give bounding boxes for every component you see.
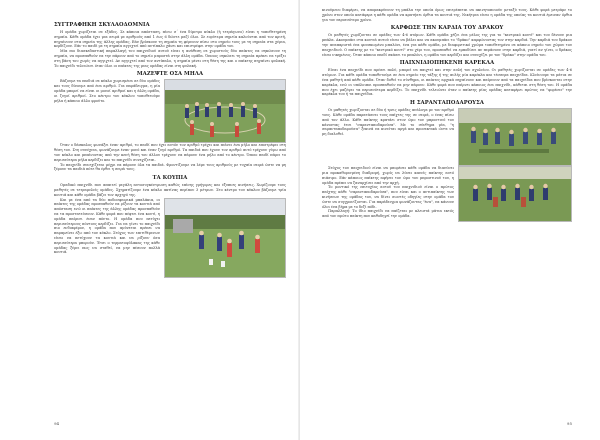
- paragraph: Βάζουμε τα παιδιά σε κύκλο χωρισμένα σε δύο ομάδες και τους δίνουμε από ένα αριθμό. Για παράδειγμα, η μία ομάδα μπορεί να είναι οι μονοί αριθμοί και η άλλη ομάδα, οι ζυγοί αριθμοί. Στο κέντρο του κύκλου τοποθετούμε μήλα ή κάποιο άλλο φρούτο.: [54, 79, 160, 103]
- photo-centipede-game: [458, 108, 572, 166]
- boxes-row: [54, 198, 286, 278]
- photo-children-circle: [164, 79, 286, 143]
- centipede-row: [322, 108, 572, 166]
- section-title-dogs: ΣΥΓΤΡΑΦΗΚΗ ΣΚΥΛΑΟΔΟΜΝΙΑ: [54, 22, 150, 28]
- paragraph: Μία πιο διασκεδαστική παραλλαγή του παιχνιδιού αυτού είναι η ανάθεση σε χωριστούς δύο παίκτες να σηκώσουν τη σημαία, να προσπαθούν να την πάρουν από το σημείο μπροστά στην άλλη ομάδα. Όποιος σηκώσει τη σημαία πρέπει να τρέξει στη βάση του χωρίς να αγγιχτεί. Αν αγγιχτεί από τον αντίπαλο, η σημαία μένει στη θέση της και ο παίκτης πηγαίνει φυλακή. Το παιχνίδι τελειώνει όταν όλοι οι παίκτες της μιας ομάδας είναι στη φυλακή.: [54, 49, 286, 68]
- section-title-apples: ΜΑΖΕΨΤΕ ΟΣΑ ΜΗΛΑ: [136, 71, 204, 78]
- centipede-text-left: [322, 108, 454, 137]
- paragraph: Στόχος του παιχνιδιού είναι να μπορέσει κάθε ομάδα να διανύσει μια προκαθορισμένη διαδρομή, χωρίς να λύσει κανείς παίκτης αυτό πιάσιμο. Εάν κάποιος παίκτης αφήσει τον ώμο του μπροστινού του, η ομάδα πρέπει να ξαναρχίσει από την αρχή.: [322, 166, 454, 185]
- paragraph: Το μοντικό της επιτυχίας αυτού του παιχνιδιού είναι ο πρώτος παίχτης κάθε "σαρανταποδαρούσα", που είναι και ο αντιπαίκτης των κινήσεων της ομάδας του, να δίνει σωστές οδηγίες στην ομάδα του ώστε να συγχρονίζονται. Για παράδειγμα φωνάζοντας "ένα", να κάνουν όλοι ένα βήμα με το δεξί πόδι.: [322, 185, 454, 209]
- section-title-dragon: ΚΑΡΦΩΣΕ ΤΗΝ ΚΑΡΔΙΑ ΤΟΥ ΔΡΑΚΟΥ: [390, 25, 504, 32]
- page-number-left: 94: [54, 421, 60, 426]
- photo-field-image: [165, 199, 285, 277]
- boxes-text: [54, 198, 160, 256]
- section-title-boxes: ΤΑ ΚΟΥΠΙΑ: [152, 175, 188, 182]
- photo-children-field: [164, 198, 286, 278]
- paragraph: κινούμενο διαφέρει, να απομακρύνουν τη μπάλα την οποία όμως επιτρέπεται να ακινητοποιούν μεταξύ τους. Κάθε φορά μετράμε το χρόνο στον οποίο κατάφερε η κάθε ομάδα να κρατήσει όρθια τα κουτιά της. Νικήτρια είναι η ομάδα της οποίας τα κουτιά έμειναν όρθια για τον περισσότερο χρόνο.: [322, 8, 572, 22]
- photo-centipede-group: [458, 166, 572, 222]
- paragraph: Η ομάδα χωρίζεται σε εξάδες. Σε κάποια απόσταση, πίσω σ΄ ένα δίμετρο κύκλο (ή τετράγωνο) είναι η τοποθετημένη σημαία. Κάθε ομάδα έχει μια σειρά με αριθμούς από 1 έως 6 δώστε μαζί όλοι. Σε ευρύτερα σημεία καλούνται από τον κριτή, πηγαίνουν στα σημεία της άλλης ομάδας. Εάν βρίσκουν τη σημαία τη φέρνουν πίσω στο σημείο τους με τη σημαία στα χέρια, κερδίζουν. Εάν το παιδί με τη σημαία αγγιχτεί από αντίπαλο χάνει και επιστρέφει στην ομάδα του.: [54, 30, 286, 49]
- apples-text: [54, 79, 160, 103]
- paragraph: Και με ένα από τα δύο ποδοσφαιρικά μπαλάκια, οι παίκτες της ομάδας προσπαθούν να ρίξουν τα κουτιά από απόσταση ενώ οι παίκτες της άλλης ομάδας προσπαθούν να τα προστατεύσουν. Κάθε φορά που πέφτει ένα κουτί, η ομάδα παίρνει έναν πόντο. Η ομάδα που πετύχει περισσότερους πόντους κερδίζει. Για να γίνει το παιχνίδι πιο ενδιαφέρον, η ομάδα που αμύνεται πρέπει να παραμείνει έξω από τον κύκλο. Στόχος των επιτιθέμενων είναι να πετύχουν τα κουτιά και να ρίξουν όσα περισσότερα μπορούν. Έτσι ο τερματοφύλακας της κάθε ομάδας ξέρει πως να σταθεί, να μην πέσουν πολλά κουτιά.: [54, 197, 160, 255]
- photo-circle-image: [165, 80, 285, 142]
- page-number-right: 95: [566, 421, 572, 426]
- paragraph: Οι μαθητές χωρίζονται σε ομάδες των 4-6 ατόμων. Κάθε ομάδα χέζει ένα μέλος της για το "κεντρικό κουτί" και του δένουν μια μπάλα. Ακουμπάει στα κουτιά αυτού είναι να βάλει και να ακουμπάει το "δράκο" καρφώνοντας τον στην καρδιά. Την καρδιά του δράκου την αναπαριστά ένα φουσκωμένο μπαλόνι, ένα για κάθε ομάδα, με διαφορετικό χρώμα τοποθετημένο σε κάποιο σημείο του χώρου του παιχνιδιού. Ο παίκτης με το "κεντρικό κουτί" στο χέρι του, προσπαθεί να εμποδίσει αν περάσουν στην καρδιά, γιατί αν γίνει, ο δράκος είναι νικημένος. Όταν κάποιο παιδί σκάσει το μπαλόνι, η ομάδα του κερδίζει και συνεχίζει με τον "δράκο" στην ομάδα του.: [322, 33, 572, 57]
- paragraph: Ομαδικό παιχνίδι που απαιτεί μεγάλη αυτοσυγκέντρωση καθώς επίσης γρήγορες και έξυπνες κινήσεις. Χωρίζουμε τους μαθητές σε τετραμελείς ομάδες. Σχηματίζουμε ένα κύκλο ακτίνας περίπου 3 μέτρων. Στο κέντρο του κύκλου βάζουμε τρία κουτιά και κάθε ομάδα βάζει τον αρχηγό της.: [54, 183, 286, 197]
- paragraph: Οι μαθητές χωρίζονται σε δύο ή τρεις ομάδες ανάλογα με τον αριθμό τους. Κάθε ομάδα παρατάσσει τους παίχτες της σε σειρά, ο ένας πίσω από τον άλλο. Κάθε παίκτης κρατάει στον ώμο τον μπροστινό του κάνοντας έτσι "σαρανταποδαρούσα". Με το σύνθημα μία, "η σαρανταποδαρούσα" ξεκινά να κινείται αργά και προσεκτικά ώστε να μη διαλυθεί.: [322, 108, 454, 137]
- photo-centipede-image: [459, 109, 571, 165]
- photo-group-image: [459, 167, 571, 221]
- paragraph: Παραλλαγή: Το ίδιο παιχνίδι να παίζεται με κλειστά μάτια εκτός από τον πρώτο παίκτη που καθοδηγεί την ομάδα.: [322, 209, 454, 219]
- section-title-centipede: Η ΣΑΡΑΝΤΑΠΟΔΑΡΟΥΣΑ: [409, 100, 485, 107]
- paragraph: Είναι ένα παιχνίδι που αρέσει πολύ, μπορεί να παιχτεί και στην αυλή του σχολείου. Οι μαθητές χωρίζονται σε ομάδες των 4-6 ατόμων. Για κάθε ομάδα τοποθετούμε σε ένα σημείο της τάξης ή της αυλής μία καρέκλα και τέσσερα παιχνίδια. Κλείνουμε τα μάτια σε ένα μαθητή από κάθε ομάδα. Όταν δοθεί το σύνθημα, οι παίκτες αρχικά πηγαίνουν και παίρνουν από τα παιχνίδια που βρίσκονται στην καρέκλα, ενώ οι υπόλοιποι προσπαθούν να μην πάρουν. Κάθε φορά που παίρνει κάποιος ένα παιχνίδι, κάθεται στη θέση του. Η ομάδα που έχει μαζέψει τα περισσότερα κερδίζει. Το παιχνίδι τελειώνει όταν ο παίκτης μίας ομάδας καταφέρει πρώτος να "φορέσει" την καρέκλα του ή τα παιχνίδια.: [322, 68, 572, 97]
- centipede-text: [322, 166, 454, 219]
- paragraph: Όταν ο δάσκαλος φωνάξει έναν αριθμό, το παιδί που έχει αυτόν τον αριθμό τρέχει και πιάνει ένα μήλο και επιστρέφει στη θέση του. Στη συνέχεια, φωνάζουμε έναν μονό και έναν ζυγό αριθμό. Τα παιδιά που έχουν τον αριθμό αυτό τρέχουν γύρω από τον κύκλο και μπαίνοντας από την κενή θέση του άλλου τρέχουν να πάρουν ένα μήλο από το κέντρο. Όποιο παιδί πάρει το περισσότερα μήλα κερδίζει και το παιχνίδι συνεχίζεται.: [54, 143, 286, 162]
- right-page: [300, 0, 600, 440]
- section-title-chair: ΠΑΙΧΝΙΔΙΟΠΗΚΕΝΗ ΚΑΡΕΚΛΑ: [399, 60, 495, 67]
- paragraph: Το παιχνίδι συνεχίζεται μέχρι να πάρουν όλα τα παιδιά. Φροντίζουμε να λέμε τους αριθμούς με τυχαία σειρά ώστε να μη ξέρουν τα παιδιά πότε θα έρθει η σειρά τους.: [54, 162, 286, 172]
- centipede-row-2: [322, 166, 572, 222]
- apples-row: [54, 79, 286, 143]
